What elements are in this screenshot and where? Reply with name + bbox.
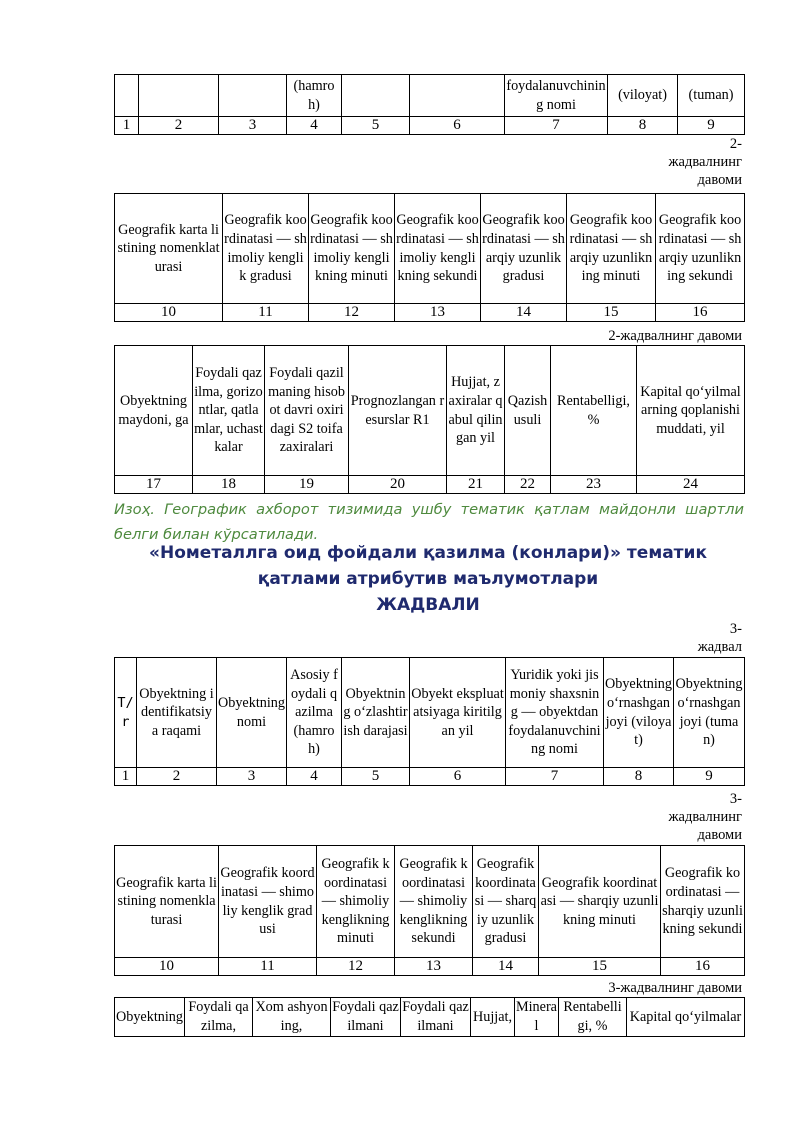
column-number: 13: [395, 958, 473, 976]
column-number: 17: [115, 476, 193, 494]
header-cell: Rentabelligi, %: [551, 346, 637, 476]
header-cell: Hujjat, zaxiralar qabul qilingan yil: [447, 346, 505, 476]
column-number: 8: [608, 117, 678, 135]
header-cell: foydalanuvchining nomi: [505, 75, 608, 117]
column-number: 10: [115, 304, 223, 322]
column-number: 9: [678, 117, 745, 135]
header-cell: Geografik koordinatasi — sharqiy uzunlik gradusi: [481, 194, 567, 304]
header-cell: Geografik koordinatasi — shimoliy kenglikning minuti: [317, 846, 395, 958]
header-cell: Geografik koordinatasi — shimoliy kenglik gradusi: [223, 194, 309, 304]
header-cell: Foydali qazilmani: [331, 998, 401, 1037]
header-cell: [219, 75, 287, 117]
header-cell: [410, 75, 505, 117]
header-cell: Foydali qazilma, gorizontlar, qatlamlar, uchastkalar: [193, 346, 265, 476]
header-cell: Qazish usuli: [505, 346, 551, 476]
header-cell: Kapital qo‘yilmalarning qoplanishi muddati, yil: [637, 346, 745, 476]
column-number: 15: [539, 958, 661, 976]
header-cell: Mineral: [515, 998, 559, 1037]
header-cell: Rentabelligi, %: [559, 998, 627, 1037]
header-cell: Yuridik yoki jismoniy shaxsning — obyektdan foydalanuvchining nomi: [506, 658, 604, 768]
header-cell: Geografik koordinatasi — shimoliy kenglik gradusi: [219, 846, 317, 958]
column-number: 5: [342, 768, 410, 786]
header-cell: Geografik koordinatasi — sharqiy uzunlikning sekundi: [661, 846, 745, 958]
column-number: 11: [219, 958, 317, 976]
header-cell: Obyektning maydoni, ga: [115, 346, 193, 476]
column-number: 14: [481, 304, 567, 322]
column-number: 13: [395, 304, 481, 322]
column-number: 8: [604, 768, 674, 786]
table-3-continuation-resources: [114, 997, 745, 1037]
column-number: 23: [551, 476, 637, 494]
header-cell: Geografik karta listining nomenklaturasi: [115, 846, 219, 958]
table-3-main: [114, 657, 745, 786]
header-cell: Geografik koordinatasi — sharqiy uzunlikning sekundi: [656, 194, 745, 304]
header-cell: Geografik koordinatasi — shimoliy kenglikning sekundi: [395, 194, 481, 304]
header-cell: Geografik koordinatasi — shimoliy kenglikning minuti: [309, 194, 395, 304]
table-2-continuation-coordinates: [114, 193, 745, 322]
column-number: 1: [115, 768, 137, 786]
header-cell: Hujjat,: [471, 998, 515, 1037]
header-cell: Obyektning nomi: [217, 658, 287, 768]
header-cell: Geografik koordinatasi — sharqiy uzunlik gradusi: [473, 846, 539, 958]
column-number: 11: [223, 304, 309, 322]
column-number: 19: [265, 476, 349, 494]
column-number: 10: [115, 958, 219, 976]
column-number: 21: [447, 476, 505, 494]
column-number: 7: [505, 117, 608, 135]
section-heading-line-1: «Нометаллга оид фойдали қазилма (конлари)» тематик: [149, 543, 707, 563]
column-number: 1: [115, 117, 139, 135]
header-cell: Xom ashyoning,: [253, 998, 331, 1037]
column-number: 2: [137, 768, 217, 786]
section-heading-line-3: ЖАДВАЛИ: [376, 595, 480, 615]
header-cell: Kapital qo‘yilmalar: [627, 998, 745, 1037]
header-cell: Obyektning identifikatsiya raqami: [137, 658, 217, 768]
header-cell: Foydali qazilma,: [185, 998, 253, 1037]
table-caption: 2-жадвалнинг давоми: [668, 136, 742, 188]
note-text: Изоҳ. Географик ахборот тизимида ушбу тематик қатлам майдонли шартли белги билан кўрсатилади.: [114, 501, 744, 543]
table-2-top-fragment: [114, 74, 745, 135]
column-number: 9: [674, 768, 745, 786]
column-number: 22: [505, 476, 551, 494]
column-number: 16: [656, 304, 745, 322]
header-cell: Foydali qazilmaning hisobot davri oxiridagi S2 toifa zaxiralari: [265, 346, 349, 476]
header-cell: (hamroh): [287, 75, 342, 117]
table-caption: 3-жадвалнинг давоми: [608, 980, 742, 996]
column-number: 15: [567, 304, 656, 322]
header-cell: Geografik karta listining nomenklaturasi: [115, 194, 223, 304]
header-cell: [139, 75, 219, 117]
table-2-continuation-resources: [114, 345, 745, 494]
column-number: 14: [473, 958, 539, 976]
header-cell: (tuman): [678, 75, 745, 117]
column-number: 4: [287, 117, 342, 135]
table-caption: 3-жадвалнинг давоми: [668, 791, 742, 843]
table-caption: 3-жадвал: [697, 621, 742, 655]
column-number: 4: [287, 768, 342, 786]
column-number: 6: [410, 768, 506, 786]
header-cell: Foydali qazilmani: [401, 998, 471, 1037]
table-3-continuation-coordinates: [114, 845, 745, 976]
header-cell: (viloyat): [608, 75, 678, 117]
header-cell: [342, 75, 410, 117]
column-number: 24: [637, 476, 745, 494]
header-cell: Obyektning o‘zlashtirish darajasi: [342, 658, 410, 768]
header-cell: T/r: [115, 658, 137, 768]
column-number: 7: [506, 768, 604, 786]
header-cell: Geografik koordinatasi — sharqiy uzunlikning minuti: [567, 194, 656, 304]
header-cell: Obyektning: [115, 998, 185, 1037]
header-cell: Prognozlangan resurslar R1: [349, 346, 447, 476]
column-number: 2: [139, 117, 219, 135]
section-heading-line-2: қатлами атрибутив маълумотлари: [257, 569, 599, 589]
header-cell: Obyekt ekspluatatsiyaga kiritilgan yil: [410, 658, 506, 768]
column-number: 12: [309, 304, 395, 322]
column-number: 12: [317, 958, 395, 976]
column-number: 18: [193, 476, 265, 494]
header-cell: Obyektning o‘rnashgan joyi (tuman): [674, 658, 745, 768]
column-number: 20: [349, 476, 447, 494]
column-number: 3: [219, 117, 287, 135]
column-number: 16: [661, 958, 745, 976]
column-number: 5: [342, 117, 410, 135]
table-caption: 2-жадвалнинг давоми: [608, 328, 742, 344]
column-number: 3: [217, 768, 287, 786]
header-cell: Geografik koordinatasi — sharqiy uzunlikning minuti: [539, 846, 661, 958]
header-cell: Geografik koordinatasi — shimoliy kenglikning sekundi: [395, 846, 473, 958]
header-cell: Obyektning o‘rnashgan joyi (viloyat): [604, 658, 674, 768]
header-cell: Asosiy foydali qazilma (hamroh): [287, 658, 342, 768]
header-cell: [115, 75, 139, 117]
column-number: 6: [410, 117, 505, 135]
